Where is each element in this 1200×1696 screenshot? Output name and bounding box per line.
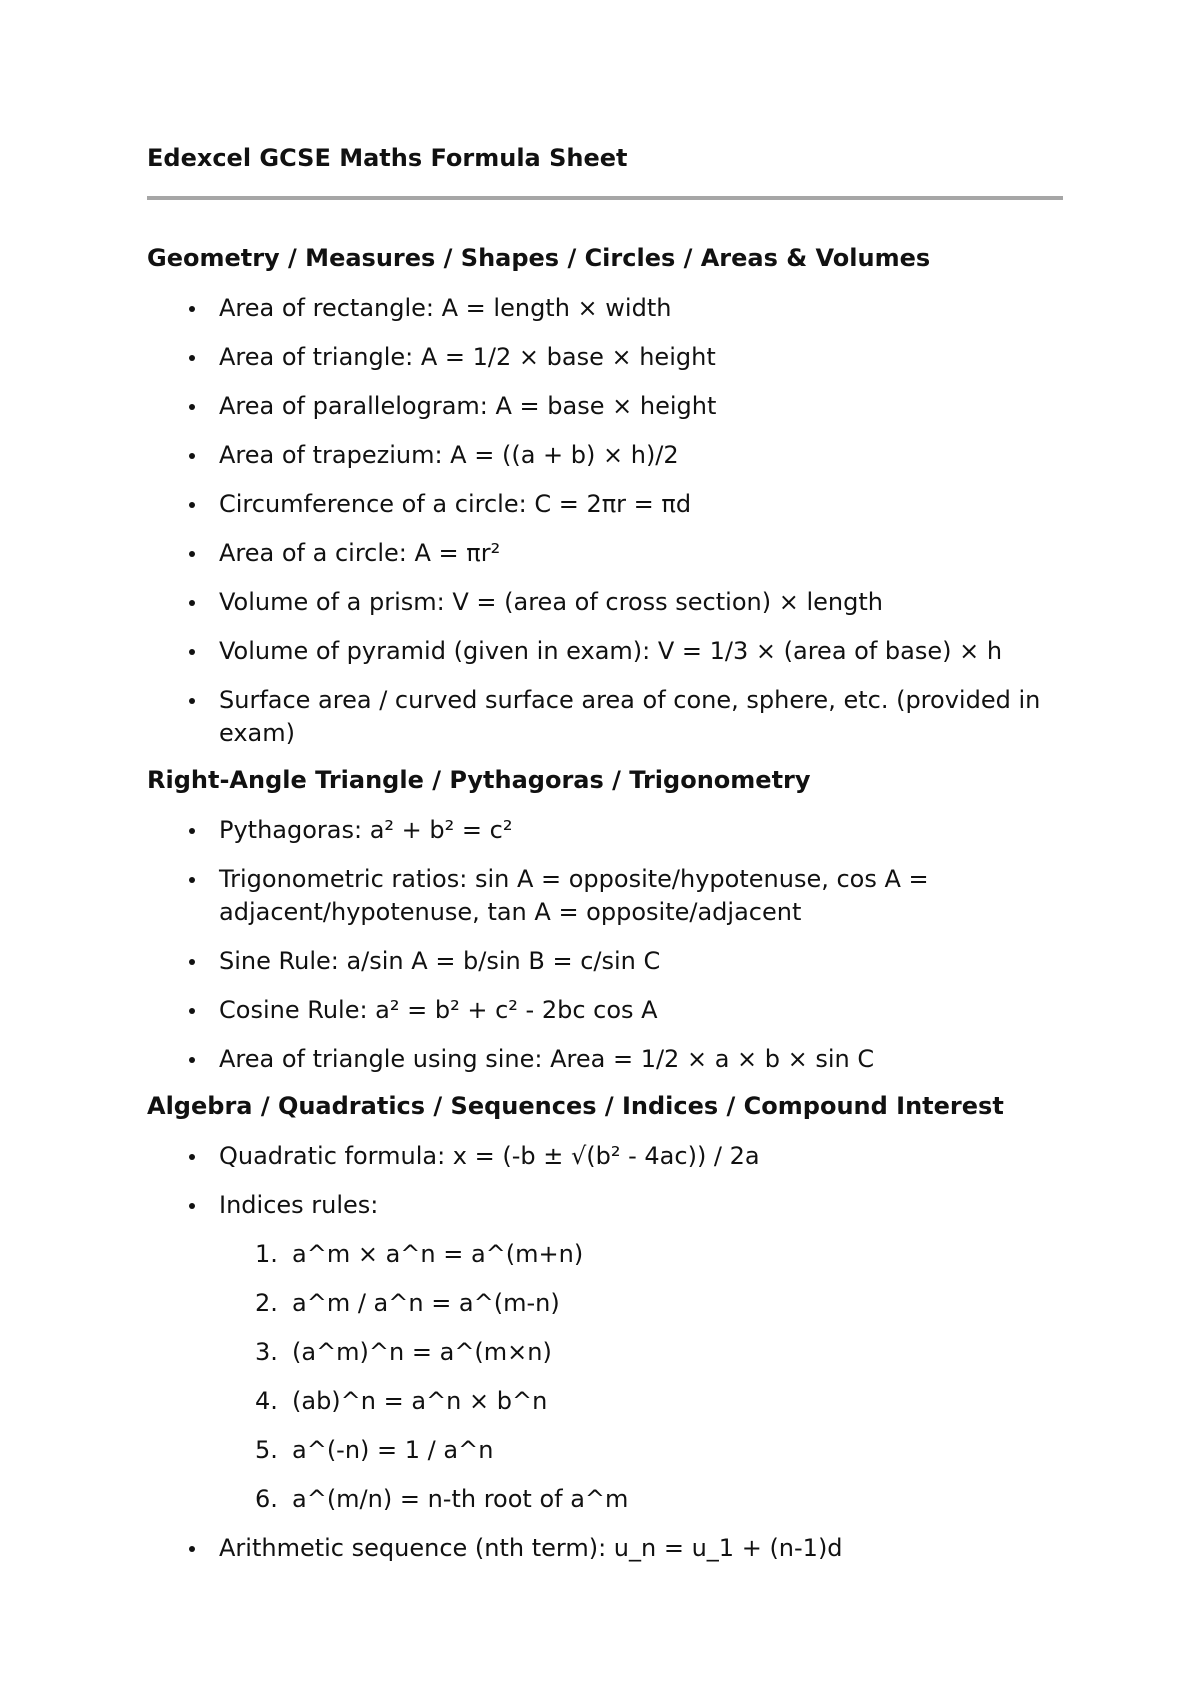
bullet-icon bbox=[189, 1154, 195, 1160]
list-item-text: Area of triangle using sine: Area = 1/2 × a × b × sin C bbox=[219, 1045, 875, 1073]
indices-rules-list bbox=[147, 1238, 1063, 1516]
item-number: 5. bbox=[255, 1436, 278, 1464]
list-item-text: Area of a circle: A = πr² bbox=[219, 539, 501, 567]
list-item-text: Area of rectangle: A = length × width bbox=[219, 294, 672, 322]
list-item-text: Circumference of a circle: C = 2πr = πd bbox=[219, 490, 692, 518]
list-item bbox=[147, 684, 1063, 750]
numbered-item-text: (a^m)^n = a^(m×n) bbox=[292, 1338, 552, 1366]
list-item bbox=[147, 1189, 1063, 1222]
list-item bbox=[147, 635, 1063, 668]
list-item bbox=[147, 814, 1063, 847]
list-item bbox=[147, 1043, 1063, 1076]
list-item-text: Volume of a prism: V = (area of cross section) × length bbox=[219, 588, 883, 616]
title-divider bbox=[147, 196, 1063, 200]
page-title: Edexcel GCSE Maths Formula Sheet bbox=[147, 144, 628, 172]
list-item-text: Area of parallelogram: A = base × height bbox=[219, 392, 717, 420]
list-item bbox=[147, 1532, 1063, 1565]
item-number: 4. bbox=[255, 1387, 278, 1415]
item-number: 2. bbox=[255, 1289, 278, 1317]
bullet-icon bbox=[189, 698, 195, 704]
numbered-item bbox=[147, 1287, 1063, 1320]
trigonometry-formula-list bbox=[147, 814, 1063, 1076]
item-number: 3. bbox=[255, 1338, 278, 1366]
list-item bbox=[147, 292, 1063, 325]
item-number: 6. bbox=[255, 1485, 278, 1513]
list-item bbox=[147, 863, 1063, 929]
list-item bbox=[147, 1140, 1063, 1173]
numbered-item bbox=[147, 1483, 1063, 1516]
numbered-item-text: a^m × a^n = a^(m+n) bbox=[292, 1240, 584, 1268]
bullet-icon bbox=[189, 1203, 195, 1209]
bullet-icon bbox=[189, 1008, 195, 1014]
document-page bbox=[147, 140, 1063, 1565]
bullet-icon bbox=[189, 502, 195, 508]
list-item-text: Trigonometric ratios: sin A = opposite/hypotenuse, cos A = adjacent/hypotenuse, tan A = opposite/adjacent bbox=[219, 865, 929, 926]
list-item bbox=[147, 945, 1063, 978]
bullet-icon bbox=[189, 959, 195, 965]
numbered-item bbox=[147, 1238, 1063, 1271]
numbered-item-text: (ab)^n = a^n × b^n bbox=[292, 1387, 548, 1415]
bullet-icon bbox=[189, 453, 195, 459]
list-item-text: Quadratic formula: x = (-b ± √(b² - 4ac)) / 2a bbox=[219, 1142, 760, 1170]
item-number: 1. bbox=[255, 1240, 278, 1268]
bullet-icon bbox=[189, 306, 195, 312]
list-item bbox=[147, 537, 1063, 570]
bullet-icon bbox=[189, 551, 195, 557]
numbered-item bbox=[147, 1385, 1063, 1418]
numbered-item-text: a^(m/n) = n-th root of a^m bbox=[292, 1485, 629, 1513]
bullet-icon bbox=[189, 1546, 195, 1552]
list-item-text: Area of trapezium: A = ((a + b) × h)/2 bbox=[219, 441, 679, 469]
bullet-icon bbox=[189, 600, 195, 606]
list-item-text: Sine Rule: a/sin A = b/sin B = c/sin C bbox=[219, 947, 661, 975]
list-item bbox=[147, 488, 1063, 521]
section-heading-algebra: Algebra / Quadratics / Sequences / Indices / Compound Interest bbox=[147, 1092, 1004, 1120]
list-item-text: Pythagoras: a² + b² = c² bbox=[219, 816, 513, 844]
bullet-icon bbox=[189, 828, 195, 834]
geometry-formula-list bbox=[147, 292, 1063, 750]
bullet-icon bbox=[189, 1057, 195, 1063]
numbered-item-text: a^m / a^n = a^(m-n) bbox=[292, 1289, 560, 1317]
list-item bbox=[147, 439, 1063, 472]
list-item-text: Arithmetic sequence (nth term): u_n = u_1 + (n-1)d bbox=[219, 1534, 843, 1562]
list-item-text: Indices rules: bbox=[219, 1191, 379, 1219]
bullet-icon bbox=[189, 404, 195, 410]
bullet-icon bbox=[189, 355, 195, 361]
algebra-formula-list-continued bbox=[147, 1532, 1063, 1565]
bullet-icon bbox=[189, 877, 195, 883]
list-item bbox=[147, 390, 1063, 423]
algebra-formula-list bbox=[147, 1140, 1063, 1222]
list-item-text: Cosine Rule: a² = b² + c² - 2bc cos A bbox=[219, 996, 658, 1024]
numbered-item bbox=[147, 1336, 1063, 1369]
list-item-text: Area of triangle: A = 1/2 × base × height bbox=[219, 343, 716, 371]
numbered-item-text: a^(-n) = 1 / a^n bbox=[292, 1436, 494, 1464]
numbered-item bbox=[147, 1434, 1063, 1467]
section-heading-trigonometry: Right-Angle Triangle / Pythagoras / Trigonometry bbox=[147, 766, 811, 794]
list-item bbox=[147, 994, 1063, 1027]
bullet-icon bbox=[189, 649, 195, 655]
section-heading-geometry: Geometry / Measures / Shapes / Circles / Areas & Volumes bbox=[147, 244, 931, 272]
list-item-text: Surface area / curved surface area of cone, sphere, etc. (provided in exam) bbox=[219, 686, 1041, 747]
list-item-text: Volume of pyramid (given in exam): V = 1/3 × (area of base) × h bbox=[219, 637, 1003, 665]
list-item bbox=[147, 341, 1063, 374]
list-item bbox=[147, 586, 1063, 619]
